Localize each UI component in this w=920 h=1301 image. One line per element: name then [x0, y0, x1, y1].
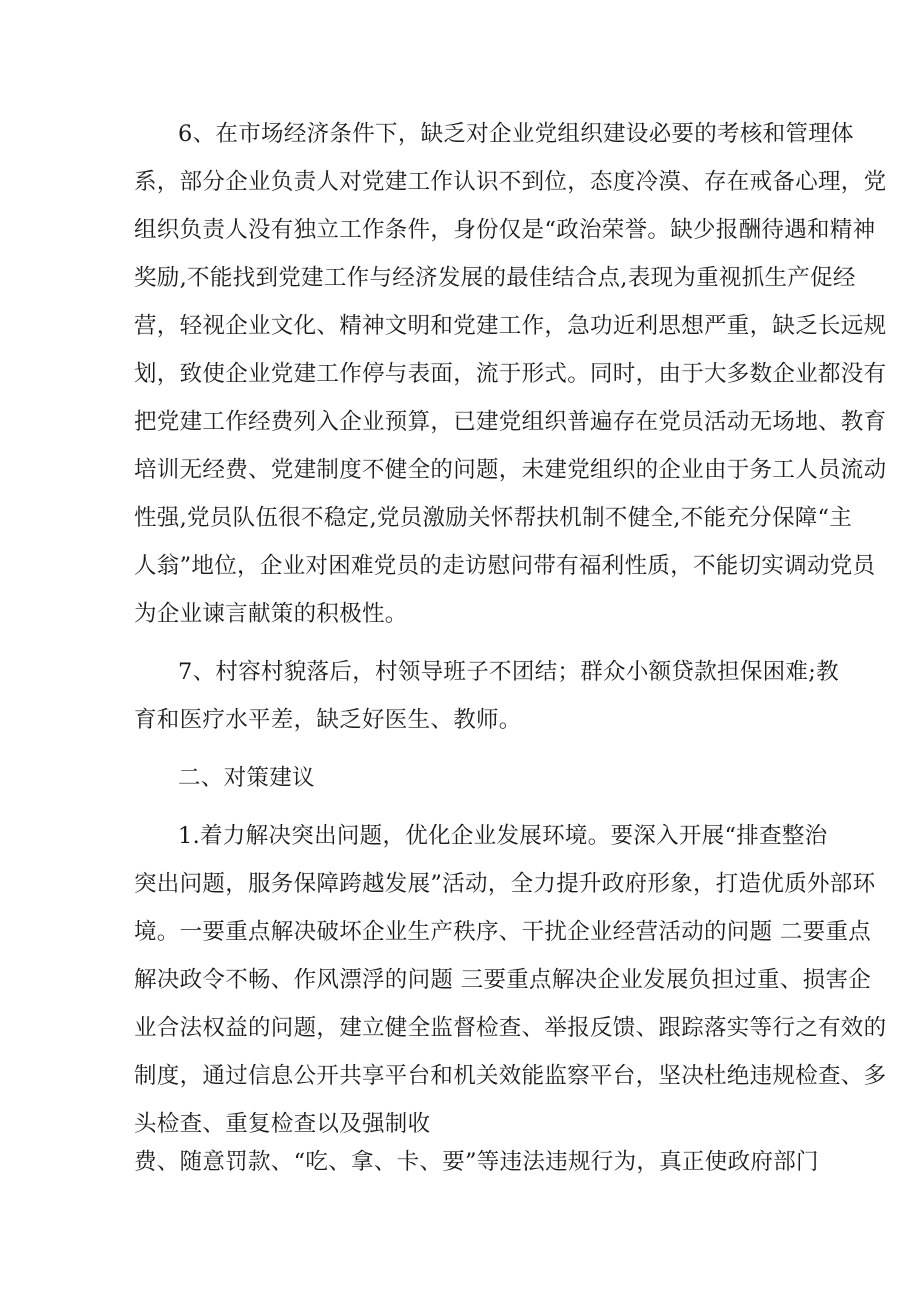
paragraph-6-line-1: 6、在市场经济条件下，缺乏对企业党组织建设必要的考核和管理体 [178, 121, 854, 147]
paragraph-8-line-5: 业合法权益的问题，建立健全监督检查、举报反馈、跟踪落实等行之有效的 [134, 1015, 887, 1041]
paragraph-6-line-6: 划，致使企业党建工作停与表面，流于形式。同时，由于大多数企业都没有 [134, 361, 887, 387]
paragraph-6-line-3: 组织负责人没有独立工作条件，身份仅是“政治荣誉。缺少报酬待遇和精神 [134, 217, 876, 243]
paragraph-6-line-2: 系，部分企业负责人对党建工作认识不到位，态度冷漠、存在戒备心理，党 [134, 169, 887, 195]
paragraph-8-line-4: 解决政令不畅、作风漂浮的问题 三要重点解决企业发展负担过重、损害企 [134, 967, 872, 993]
section-heading: 二、对策建议 [178, 765, 315, 791]
paragraph-7-line-2: 育和医疗水平差，缺乏好医生、教师。 [134, 707, 522, 733]
paragraph-6-line-8: 培训无经费、党建制度不健全的问题，未建党组织的企业由于务工人员流动 [134, 457, 887, 483]
paragraph-6-line-4: 奖励,不能找到党建工作与经济发展的最佳结合点,表现为重视抓生产促经 [134, 265, 856, 291]
paragraph-8-line-2: 突出问题，服务保障跨越发展”活动，全力提升政府形象，打造优质外部环 [134, 871, 876, 897]
paragraph-8-line-1: 1.着力解决突出问题，优化企业发展环境。要深入开展“排查整治 [178, 823, 828, 849]
paragraph-8-line-8: 费、随意罚款、“吃、拿、卡、要”等违法违规行为，真正使政府部门 [134, 1149, 819, 1175]
paragraph-7-line-1: 7、村容村貌落后，村领导班子不团结；群众小额贷款担保困难;教 [178, 659, 839, 685]
paragraph-6-line-10: 人翁”地位，企业对困难党员的走访慰问带有福利性质，不能切实调动党员 [134, 553, 876, 579]
paragraph-8-line-6: 制度，通过信息公开共享平台和机关效能监察平台，坚决杜绝违规检查、多 [134, 1063, 887, 1089]
paragraph-6-line-11: 为企业谏言献策的积极性。 [134, 601, 408, 627]
paragraph-8-line-3: 境。一要重点解决破坏企业生产秩序、干扰企业经营活动的问题 二要重点 [134, 919, 872, 945]
paragraph-6-line-7: 把党建工作经费列入企业预算，已建党组织普遍存在党员活动无场地、教育 [134, 409, 887, 435]
paragraph-6-line-9: 性强,党员队伍很不稳定,党员激励关怀帮扶机制不健全,不能充分保障“主 [134, 505, 853, 531]
paragraph-8-line-7: 头检查、重复检查以及强制收 [134, 1111, 431, 1137]
paragraph-6-line-5: 营，轻视企业文化、精神文明和党建工作，急功近利思想严重，缺乏长远规 [134, 313, 887, 339]
